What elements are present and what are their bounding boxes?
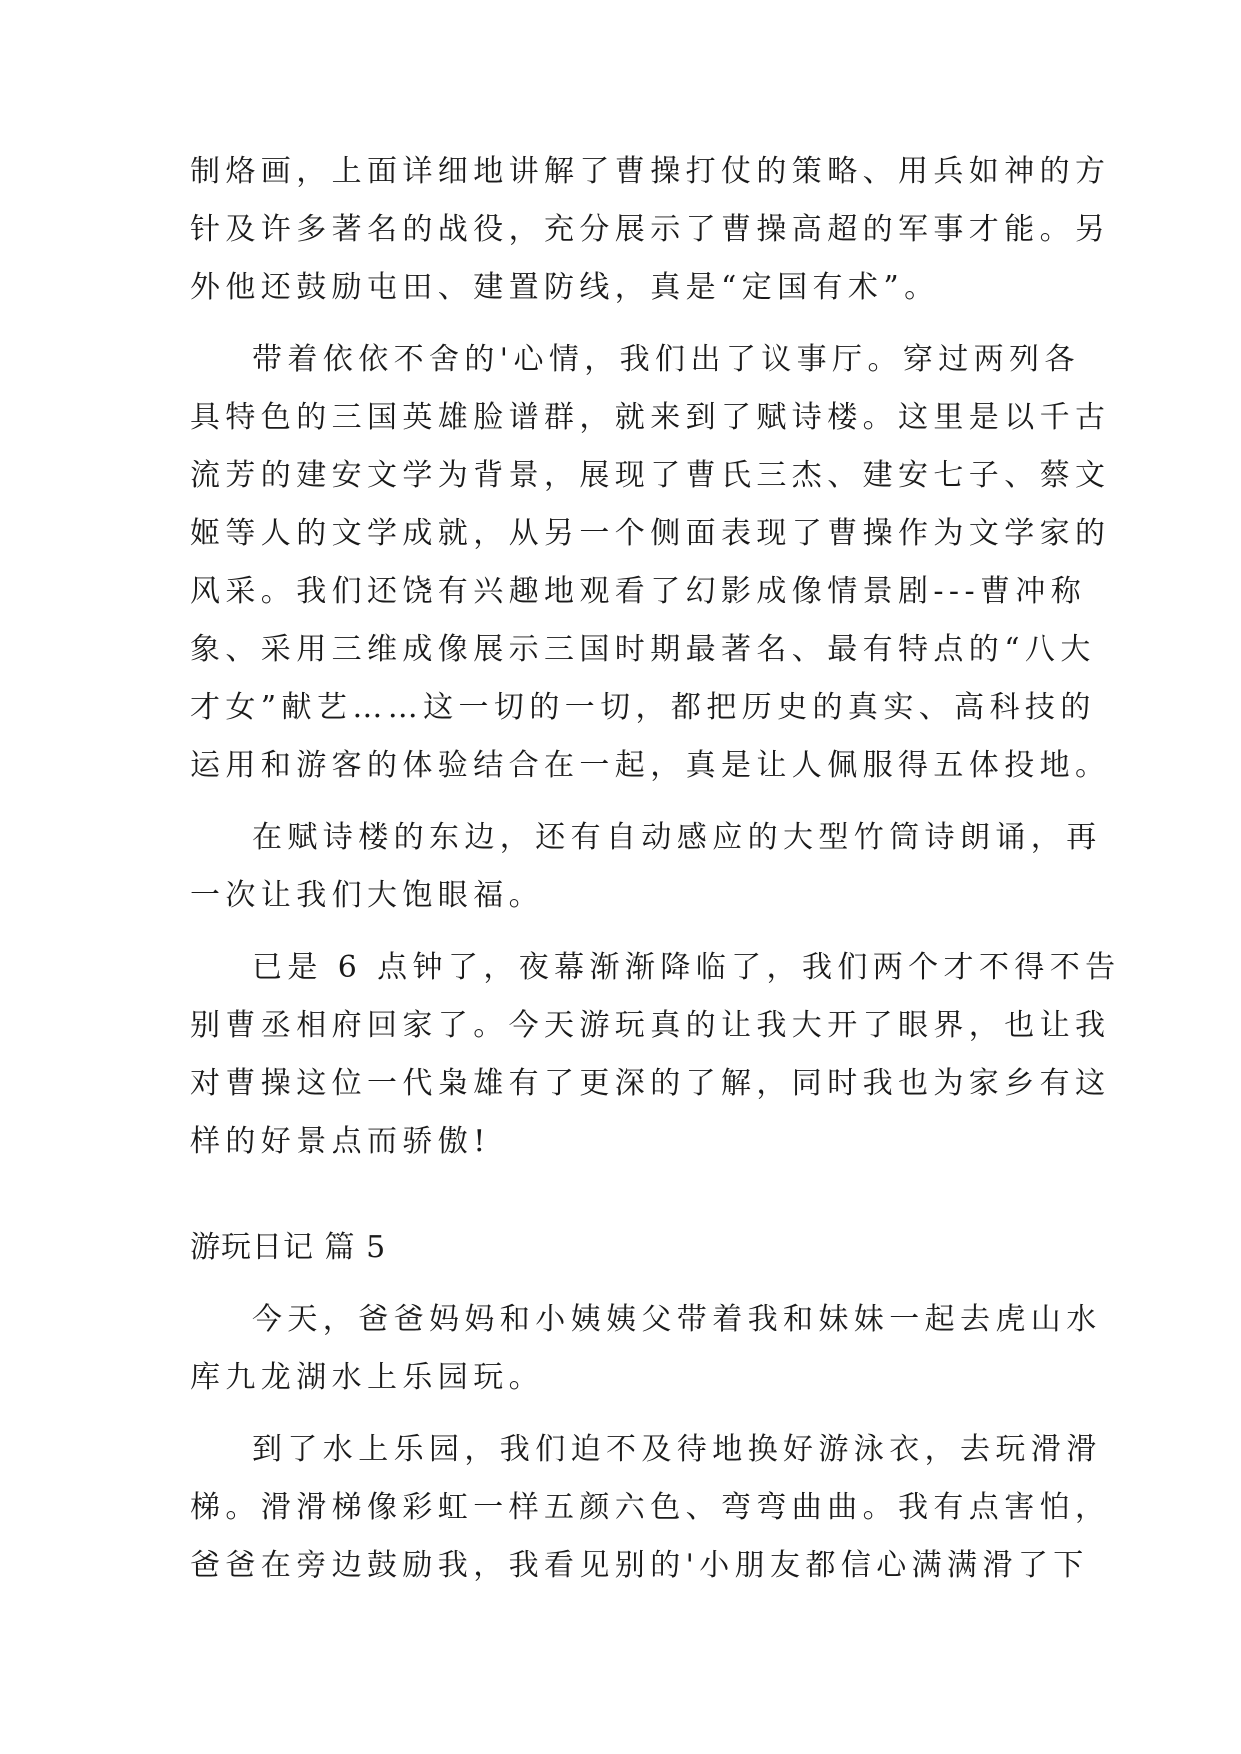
paragraph-line: 象、采用三维成像展示三国时期最著名、最有特点的“八大 bbox=[190, 632, 1096, 667]
paragraph-line: 姬等人的文学成就，从另一个侧面表现了曹操作为文学家的 bbox=[190, 516, 1111, 551]
paragraph-line: 已是 6 点钟了，夜幕渐渐降临了，我们两个才不得不告 bbox=[252, 950, 1121, 985]
paragraph-line: 针及许多著名的战役，充分展示了曹操高超的军事才能。另 bbox=[190, 212, 1111, 247]
paragraph-line: 风采。我们还饶有兴趣地观看了幻影成像情景剧---曹冲称 bbox=[190, 574, 1087, 609]
paragraph-line: 样的好景点而骄傲! bbox=[190, 1124, 491, 1159]
paragraph-line: 对曹操这位一代枭雄有了更深的了解，同时我也为家乡有这 bbox=[190, 1066, 1111, 1101]
paragraph-line: 才女”献艺……这一切的一切，都把历史的真实、高科技的 bbox=[190, 690, 1096, 725]
paragraph-line: 今天，爸爸妈妈和小姨姨父带着我和妹妹一起去虎山水 bbox=[252, 1302, 1102, 1337]
paragraph-line: 外他还鼓励屯田、建置防线，真是“定国有术”。 bbox=[190, 270, 940, 305]
section-heading: 游玩日记 篇 5 bbox=[190, 1230, 387, 1265]
paragraph-line: 带着依依不舍的'心情，我们出了议事厅。穿过两列各 bbox=[252, 342, 1080, 377]
paragraph-line: 别曹丞相府回家了。今天游玩真的让我大开了眼界，也让我 bbox=[190, 1008, 1111, 1043]
paragraph-line: 爸爸在旁边鼓励我，我看见别的'小朋友都信心满满滑了下 bbox=[190, 1548, 1089, 1583]
paragraph-line: 到了水上乐园，我们迫不及待地换好游泳衣，去玩滑滑 bbox=[252, 1432, 1102, 1467]
paragraph-line: 库九龙湖水上乐园玩。 bbox=[190, 1360, 544, 1395]
paragraph-line: 制烙画，上面详细地讲解了曹操打仗的策略、用兵如神的方 bbox=[190, 154, 1111, 189]
paragraph-line: 梯。滑滑梯像彩虹一样五颜六色、弯弯曲曲。我有点害怕， bbox=[190, 1490, 1111, 1525]
paragraph-line: 一次让我们大饱眼福。 bbox=[190, 878, 544, 913]
paragraph-line: 运用和游客的体验结合在一起，真是让人佩服得五体投地。 bbox=[190, 748, 1111, 783]
paragraph-line: 在赋诗楼的东边，还有自动感应的大型竹筒诗朗诵，再 bbox=[252, 820, 1102, 855]
paragraph-line: 具特色的三国英雄脸谱群，就来到了赋诗楼。这里是以千古 bbox=[190, 400, 1111, 435]
paragraph-line: 流芳的建安文学为背景，展现了曹氏三杰、建安七子、蔡文 bbox=[190, 458, 1111, 493]
